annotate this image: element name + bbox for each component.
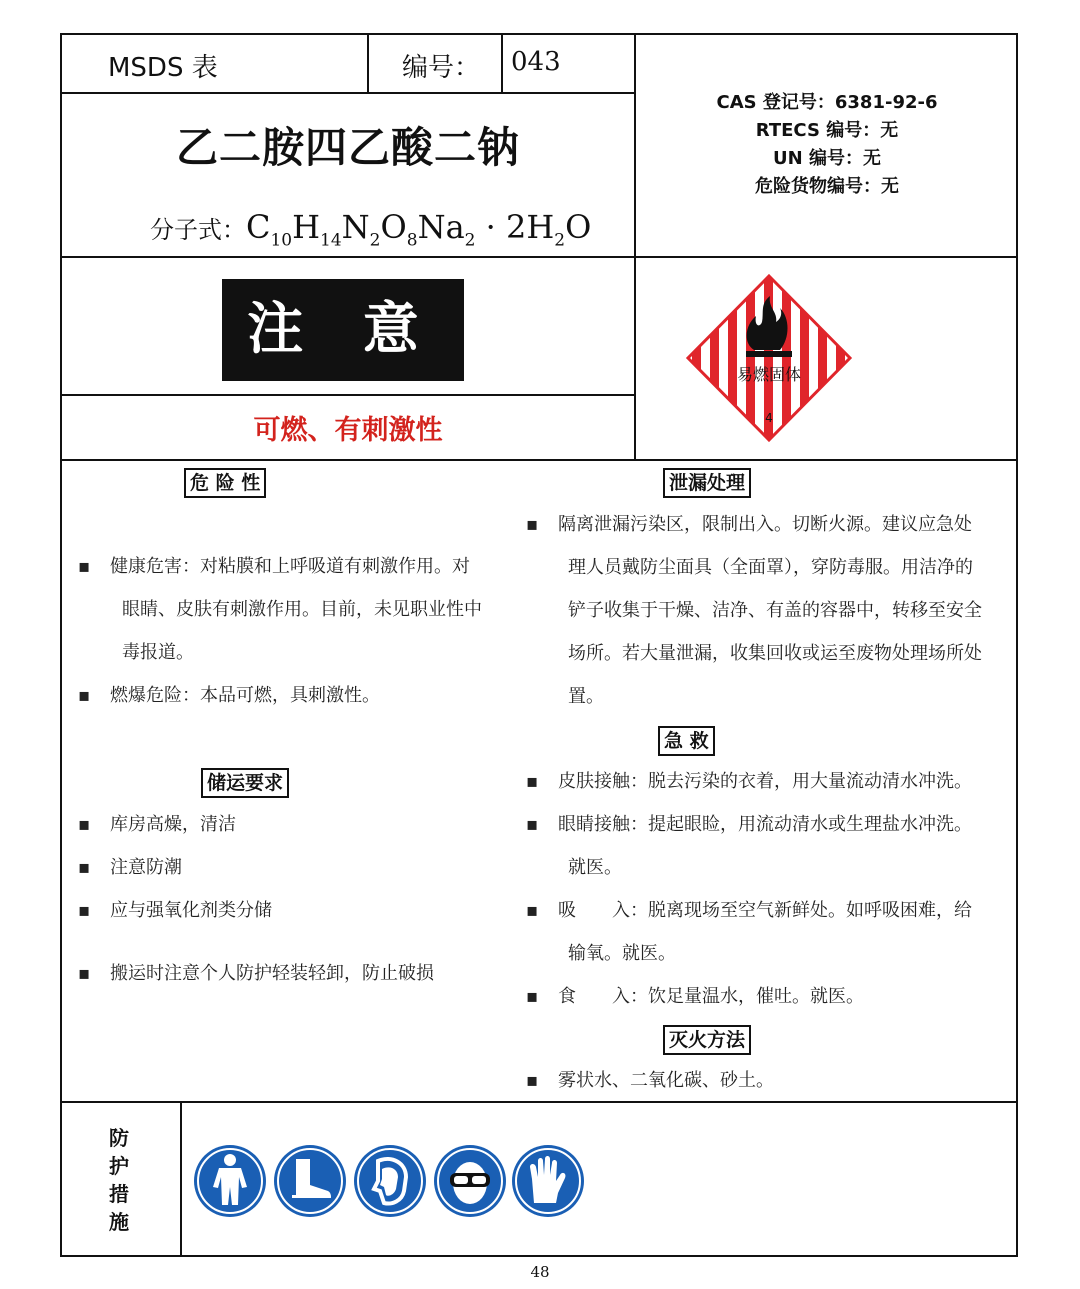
- formula-label: 分子式：: [150, 216, 246, 244]
- molecular-formula: 分子式：$C_{10}H_{14}N_2O_8Na_2 \cdot 2H_2O$: [150, 208, 592, 251]
- header-divider: [60, 92, 636, 94]
- list-item: ▪ 吸 入：脱离现场至空气新鲜处。如呼吸困难，给 输氧。就医。: [526, 900, 972, 964]
- header-divider: [60, 256, 1018, 258]
- fire-title: 灭火方法: [663, 1025, 751, 1055]
- number-value: 043: [511, 47, 561, 77]
- list-item: ▪ 库房高燥，清洁: [78, 814, 236, 835]
- hazards-title: 危 险 性: [184, 468, 266, 498]
- hazards-list: [78, 545, 518, 717]
- un-number: UN 编号：无: [773, 148, 881, 169]
- storage-title: 储运要求: [201, 768, 289, 798]
- header-divider: [367, 33, 369, 93]
- leak-title: 泄漏处理: [663, 468, 751, 498]
- list-item: ▪ 皮肤接触：脱去污染的衣着，用大量流动清水冲洗。: [526, 771, 972, 792]
- fire-text: [526, 1059, 1018, 1102]
- protective-suit-icon: [192, 1143, 268, 1219]
- flammable-solid-pictogram: [684, 272, 854, 444]
- list-item: ▪ 搬运时注意个人防护轻装轻卸，防止破损: [78, 963, 434, 984]
- list-item: ▪ 隔离泄漏污染区，限制出入。切断火源。建议应急处 理人员戴防尘面具（全面罩），穿防毒服。用洁净的 铲子收集于干燥、洁净、有盖的容器中，转移至安全 场所。若大量泄漏，收集回收或运至废物处理场所处 置。: [526, 514, 982, 707]
- list-item: ▪ 注意防潮: [78, 857, 182, 878]
- pictogram-class: 4: [765, 411, 773, 425]
- dangerous-goods-number: 危险货物编号：无: [755, 176, 899, 197]
- header-divider: [501, 33, 503, 93]
- number-label: 编号：: [402, 53, 481, 83]
- list-item: ▪ 燃爆危险：本品可燃，具刺激性。: [78, 685, 380, 706]
- first-aid-title: 急 救: [658, 726, 715, 756]
- list-item: ▪ 食 入：饮足量温水，催吐。就医。: [526, 986, 864, 1007]
- storage-list: [78, 803, 518, 995]
- chemical-name: 乙二胺四乙酸二钠: [175, 123, 520, 172]
- list-item: ▪ 应与强氧化剂类分储: [78, 900, 272, 921]
- first-aid-list: [526, 760, 1018, 1018]
- list-item: ▪ 眼睛接触：提起眼睑，用流动清水或生理盐水冲洗。 就医。: [526, 814, 972, 878]
- list-item: ▪ 雾状水、二氧化碳、砂土。: [526, 1070, 774, 1091]
- form-label: MSDS 表: [108, 53, 218, 83]
- identifiers: [636, 89, 1018, 201]
- safety-boots-icon: [272, 1143, 348, 1219]
- list-item: ▪ 健康危害：对粘膜和上呼吸道有刺激作用。对 眼睛、皮肤有刺激作用。目前，未见职业性中 毒报道。: [78, 556, 482, 663]
- leak-text: [526, 503, 1018, 718]
- face-shield-icon: [352, 1143, 428, 1219]
- pictogram-label: 易燃固体: [736, 365, 802, 384]
- header-divider: [60, 394, 636, 396]
- signal-word-box: 注 意: [222, 279, 464, 381]
- goggles-icon: [432, 1143, 508, 1219]
- cas-number: CAS 登记号：6381-92-6: [716, 92, 938, 113]
- header-divider: [60, 459, 1018, 461]
- hazard-summary: 可燃、有刺激性: [253, 415, 443, 446]
- rtecs-number: RTECS 编号：无: [755, 120, 899, 141]
- gloves-icon: [510, 1143, 586, 1219]
- page-number: 48: [530, 1263, 550, 1281]
- protection-label: 防 护 措 施: [109, 1126, 129, 1234]
- protection-divider: [180, 1101, 182, 1257]
